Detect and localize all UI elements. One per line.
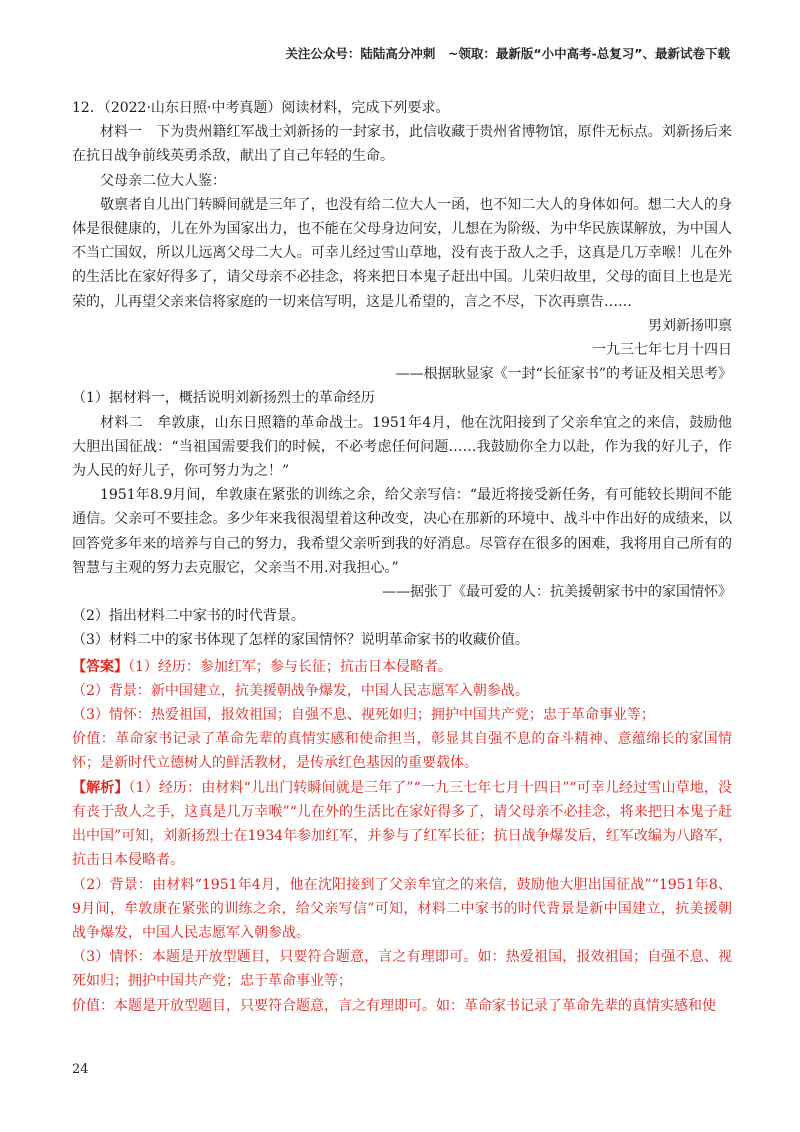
answer-2: （2）背景：新中国建立，抗美援朝战争爆发，中国人民志愿军入朝参战。 xyxy=(72,682,529,699)
analysis-3-value: 价值：本题是开放型题目，只要符合题意，言之有理即可。如：革命家书记录了革命先辈的真情实感和使 xyxy=(72,997,716,1014)
analysis-1 xyxy=(72,776,732,873)
sub-question-1: （1）据材料一，概括说明刘新扬烈士的革命经历 xyxy=(72,390,375,407)
analysis-3: （3）情怀：本题是开放型题目，只要符合题意，言之有理即可。如：热爱祖国，报效祖国；自强不息、视死如归；拥护中国共产党；忠于革命事业等； xyxy=(72,949,732,990)
answer-1-text: （1）经历：参加红军；参与长征；抗击日本侵略者。 xyxy=(128,658,452,675)
page-header: 关注公众号：陆陆高分冲刺 ~领取：最新版“小中高考-总复习”、最新试卷下载 xyxy=(285,46,730,61)
letter-body: 敬禀者自儿出门转瞬间就是三年了，也没有给二位大人一函，也不知二大人的身体如何。想二大人的身体是很健康的，儿在外为国家出力，也不能在父母身边问安，儿想在为阶级、为中华民族谋解放，为中国人不当亡国奴，所以儿远离父母二大人。可幸儿经过雪山草地，没有丧于敌人之手，这真是几万幸喉！儿在外的生活比在家好得多了，请父母亲不必挂念，将来把日本鬼子赶出中国。儿荣归故里，父母的面目上也是光荣的，儿再望父亲来信将家庭的一切来信写明，这是儿希望的，言之不尽，下次再禀告…… xyxy=(72,196,732,310)
answer-3-value: 价值：革命家书记录了革命先辈的真情实感和使命担当，彰显其自强不息的奋斗精神、意蕴绵长的家国情怀；是新时代立德树人的鲜活教材，是传承红色基因的重要载体。 xyxy=(72,731,732,772)
analysis-label: 【解析】 xyxy=(72,779,129,796)
source-citation-2: ——据张丁《最可爱的人：抗美援朝家书中的家国情怀》 xyxy=(382,584,732,601)
analysis-2: （2）背景：由材料“1951年4月，他在沈阳接到了父亲牟宜之的来信，鼓励他大胆出国征战”“1951年8、9月间，牟敦康在紧张的训练之余，给父亲写信”可知，材料二中家书的时代背景是新中国建立，抗美援朝战争爆发，中国人民志愿军入朝参战。 xyxy=(72,876,732,941)
question-title: 12．（2022·山东日照·中考真题）阅读材料，完成下列要求。 xyxy=(72,100,450,116)
page-number: 24 xyxy=(72,1062,89,1077)
analysis-1-text: （1）经历：由材料“儿出门转瞬间就是三年了”“一九三七年七月十四日”“可幸儿经过雪山草地，没有丧于敌人之手，这真是几万幸喉”“儿在外的生活比在家好得多了，请父母亲不必挂念，将来把日本鬼子赶出中国”可知，刘新扬烈士在1934年参加红军，并参与了红军长征；抗日战争爆发后，红军改编为八路军，抗击日本侵略者。 xyxy=(72,779,732,869)
answer-1 xyxy=(72,655,732,679)
sub-question-2: （2）指出材料二中家书的时代背景。 xyxy=(72,608,305,625)
letter-date: 一九三七年七月十四日 xyxy=(592,342,732,359)
answer-label: 【答案】 xyxy=(72,658,128,675)
letter-signature: 男刘新扬叩禀 xyxy=(648,317,732,334)
material-2-paragraph-2: 1951年8.9月间，牟敦康在紧张的训练之余，给父亲写信：“最近将接受新任务，有可能较长期间不能通信。父亲可不要挂念。多少年来我很渴望着这种改变，决心在那新的环境中、战斗中作出好的成绩来，以回答党多年来的培养与自己的努力，我希望父亲听到我的好消息。尽管存在很多的困难，我将用自己所有的智慧与主观的努力去克服它，父亲当不用.对我担心。” xyxy=(72,487,732,576)
document-body xyxy=(72,96,732,1018)
material-2-paragraph-1: 材料二 牟敦康，山东日照籍的革命战士。1951年4月，他在沈阳接到了父亲牟宜之的来信，鼓励他大胆出国征战：“当祖国需要我们的时候，不必考虑任何问题……我鼓励你全力以赴，作为我的好儿子，作为人民的好儿子，你可努力为之！” xyxy=(72,414,732,480)
letter-salutation: 父母亲二位大人鉴： xyxy=(100,172,226,189)
source-citation-1: ——根据耿显家《一封“长征家书”的考证及相关思考》 xyxy=(395,366,732,383)
answer-3: （3）情怀：热爱祖国，报效祖国；自强不息、视死如归；拥护中国共产党；忠于革命事业等； xyxy=(72,707,655,724)
sub-question-3: （3）材料二中的家书体现了怎样的家国情怀？说明革命家书的收藏价值。 xyxy=(72,632,529,649)
material-1-intro: 材料一 下为贵州籍红军战士刘新扬的一封家书，此信收藏于贵州省博物馆，原件无标点。刘新扬后来在抗日战争前线英勇杀敌，献出了自己年轻的生命。 xyxy=(72,124,732,165)
